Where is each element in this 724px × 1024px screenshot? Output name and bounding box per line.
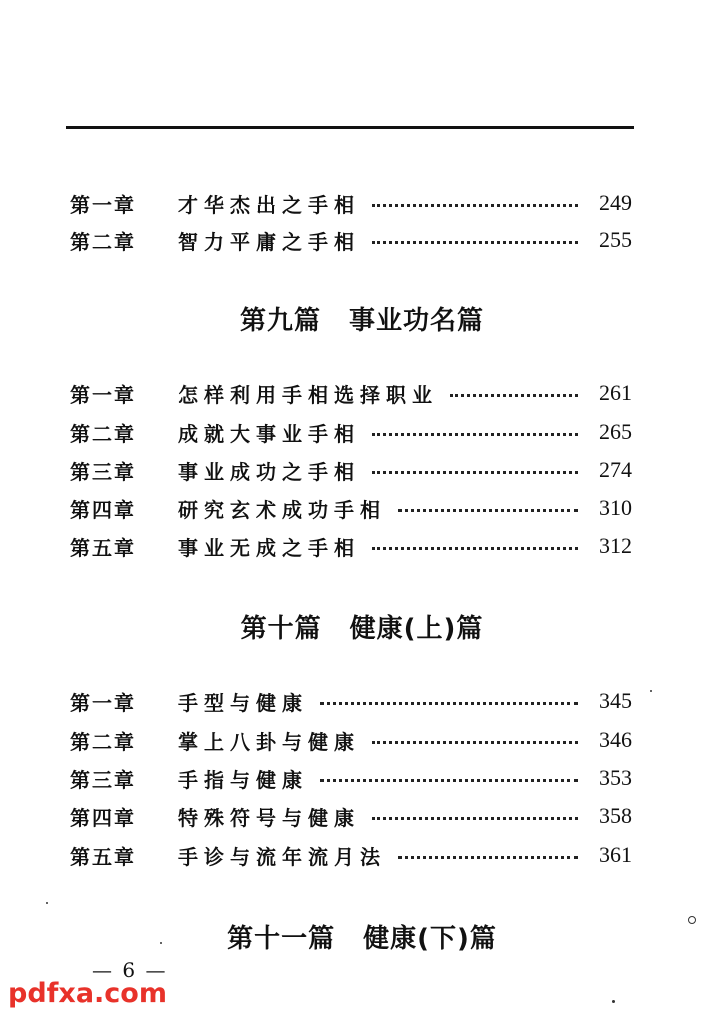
chapter-number: 第四章 — [70, 497, 136, 522]
dot-leader — [372, 817, 578, 820]
dot-leader — [372, 241, 578, 244]
toc-entry — [70, 225, 632, 255]
dot-leader — [372, 471, 578, 474]
toc-entry — [70, 493, 632, 523]
chapter-title: 智力平庸之手相 — [178, 229, 360, 254]
chapter-title: 事业无成之手相 — [178, 535, 360, 560]
page-number: 255 — [599, 227, 632, 252]
page-number: 312 — [599, 533, 632, 558]
chapter-number: 第一章 — [70, 382, 136, 407]
part-title: 事业功名篇 — [349, 306, 485, 336]
chapter-title: 怎样利用手相选择职业 — [178, 382, 438, 407]
toc-entry — [70, 686, 632, 716]
page-number: 249 — [599, 190, 632, 215]
toc-entry — [70, 188, 632, 218]
dot-leader — [320, 702, 578, 705]
page-number: 358 — [599, 803, 632, 828]
part-number: 第十一篇 — [227, 924, 336, 954]
toc-entry — [70, 763, 632, 793]
dot-leader — [372, 433, 578, 436]
scan-speck — [160, 942, 162, 944]
chapter-number: 第三章 — [70, 459, 136, 484]
part-heading — [0, 918, 724, 955]
chapter-number: 第四章 — [70, 805, 136, 830]
scan-speck — [46, 902, 48, 904]
page-number: 265 — [599, 419, 632, 444]
page-number: 274 — [599, 457, 632, 482]
chapter-title: 事业成功之手相 — [178, 459, 360, 484]
part-title: 健康(上)篇 — [349, 614, 484, 644]
dot-leader — [372, 741, 578, 744]
scan-speck — [688, 916, 696, 924]
toc-entry — [70, 455, 632, 485]
page-number: 345 — [599, 688, 632, 713]
page-number: 361 — [599, 842, 632, 867]
dot-leader — [320, 779, 578, 782]
part-heading — [0, 300, 724, 337]
part-number: 第十篇 — [240, 614, 322, 644]
chapter-title: 成就大事业手相 — [178, 421, 360, 446]
dot-leader — [450, 394, 578, 397]
dot-leader — [398, 856, 578, 859]
header-rule — [66, 126, 634, 129]
chapter-number: 第一章 — [70, 192, 136, 217]
scan-speck — [612, 1000, 615, 1003]
chapter-number: 第五章 — [70, 844, 136, 869]
chapter-title: 掌上八卦与健康 — [178, 729, 360, 754]
chapter-number: 第二章 — [70, 229, 136, 254]
page-number: 261 — [599, 380, 632, 405]
page-number: 310 — [599, 495, 632, 520]
chapter-title: 特殊符号与健康 — [178, 805, 360, 830]
chapter-title: 研究玄术成功手相 — [178, 497, 386, 522]
toc-entry — [70, 801, 632, 831]
chapter-number: 第三章 — [70, 767, 136, 792]
chapter-number: 第二章 — [70, 421, 136, 446]
chapter-title: 手诊与流年流月法 — [178, 844, 386, 869]
page-number: 346 — [599, 727, 632, 752]
scan-speck — [650, 690, 652, 692]
page-number: 353 — [599, 765, 632, 790]
chapter-number: 第二章 — [70, 729, 136, 754]
dot-leader — [398, 509, 578, 512]
chapter-title: 手指与健康 — [178, 767, 308, 792]
dot-leader — [372, 547, 578, 550]
toc-entry — [70, 840, 632, 870]
part-number: 第九篇 — [239, 306, 321, 336]
chapter-title: 才华杰出之手相 — [178, 192, 360, 217]
toc-entry — [70, 725, 632, 755]
toc-entry — [70, 417, 632, 447]
toc-entry — [70, 531, 632, 561]
watermark-logo: pdfxa.com — [8, 978, 167, 1009]
chapter-number: 第五章 — [70, 535, 136, 560]
dot-leader — [372, 204, 578, 207]
chapter-title: 手型与健康 — [178, 690, 308, 715]
toc-entry — [70, 378, 632, 408]
page-folio: — 6 — — [92, 958, 168, 982]
part-title: 健康(下)篇 — [363, 924, 497, 954]
chapter-number: 第一章 — [70, 690, 136, 715]
part-heading — [0, 608, 724, 645]
